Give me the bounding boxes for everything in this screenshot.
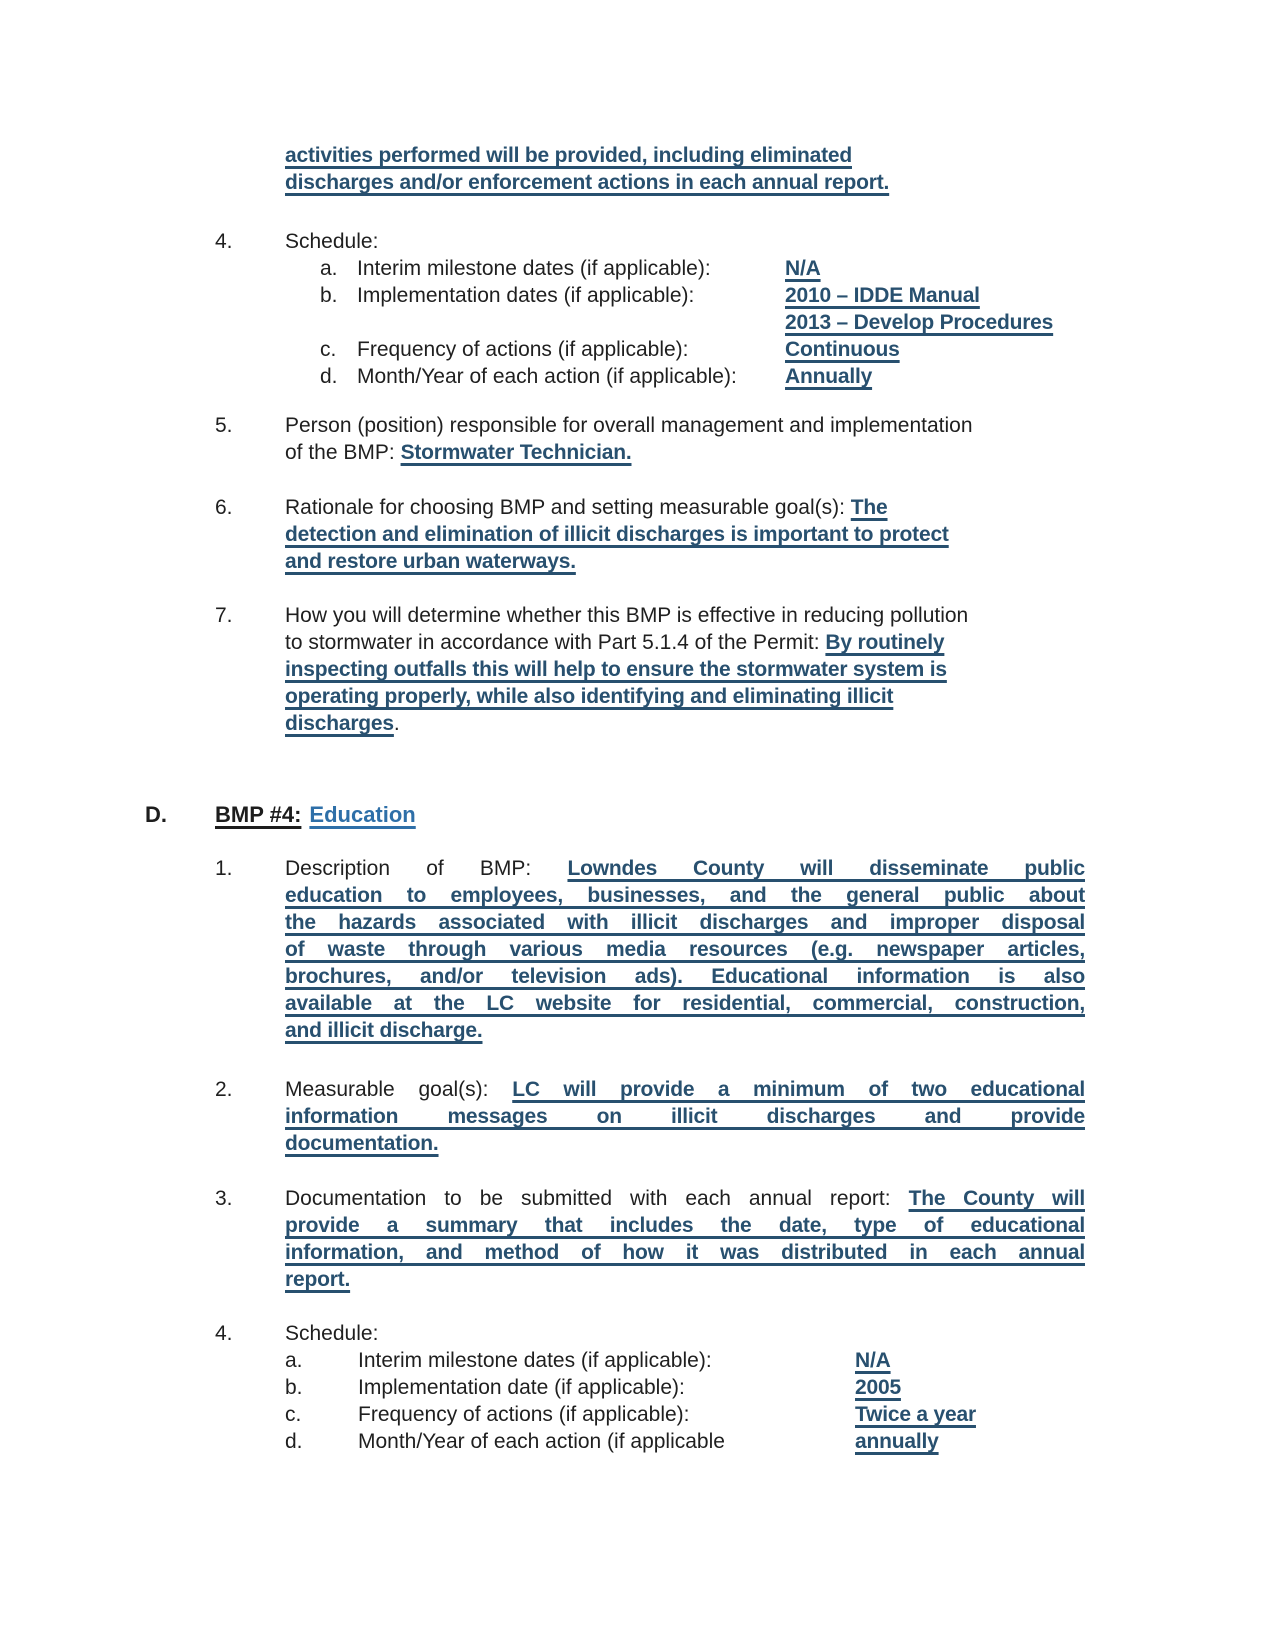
item-number: 7. (215, 604, 233, 627)
answer-text: The (850, 496, 888, 519)
answer-text: LC will provide a minimum of two educational (512, 1078, 1085, 1101)
schedule-row (285, 1401, 1085, 1428)
answer-text: the hazards associated with illicit discharges and improper disposal (285, 911, 1085, 934)
row-letter: b. (320, 284, 338, 307)
question-text: . (393, 712, 400, 735)
answer-text: discharges (285, 712, 394, 735)
answer-text: information, and method of how it was distributed in each annual (285, 1241, 1085, 1264)
answer-text: report. (285, 1268, 351, 1291)
schedule-row (285, 255, 1085, 282)
section-item-rationale (215, 494, 1275, 575)
heading-title-blue: Education (309, 802, 416, 827)
schedule-heading: Schedule: (285, 1322, 379, 1345)
schedule-row (285, 1428, 1085, 1455)
row-letter: d. (320, 365, 338, 388)
answer-text: discharges and/or enforcement actions in each annual report. (285, 171, 890, 194)
heading-title (215, 801, 416, 829)
answer-text: and restore urban waterways. (285, 550, 576, 573)
answer-text: education to employees, businesses, and the general public about (285, 884, 1085, 907)
section-item-schedule-2 (215, 1320, 1275, 1455)
item-number: 6. (215, 496, 233, 519)
question-text: How you will determine whether this BMP is effective in reducing pollution (285, 604, 969, 627)
answer-text: inspecting outfalls this will help to ensure the stormwater system is (285, 658, 947, 681)
schedule-row (285, 336, 1085, 363)
row-value: 2005 (855, 1376, 901, 1399)
answer-text: available at the LC website for residential, commercial, construction, (285, 992, 1085, 1015)
schedule-row (285, 363, 1085, 390)
answer-text: Stormwater Technician. (400, 441, 632, 464)
row-label: Interim milestone dates (if applicable): (358, 1349, 712, 1372)
schedule-row (285, 1374, 1085, 1401)
question-text: Measurable goal(s): (285, 1078, 513, 1101)
answer-text: operating properly, while also identifying and eliminating illicit (285, 685, 894, 708)
row-label: Frequency of actions (if applicable): (357, 338, 689, 361)
row-label: Implementation dates (if applicable): (357, 284, 695, 307)
row-value: N/A (855, 1349, 891, 1372)
question-text: to stormwater in accordance with Part 5.1.4 of the Permit: (285, 631, 826, 654)
answer-text: provide a summary that includes the date, type of educational (285, 1214, 1085, 1237)
bmp-heading (145, 801, 1275, 829)
section-item-documentation (215, 1185, 1275, 1293)
row-letter: a. (320, 257, 338, 280)
section-item-effectiveness (215, 602, 1275, 737)
item-number: 1. (215, 857, 233, 880)
section-item-measurable-goals (215, 1076, 1275, 1157)
row-letter: a. (285, 1349, 303, 1372)
item-number: 3. (215, 1187, 233, 1210)
section-item-schedule-1 (215, 228, 1275, 390)
question-text: Rationale for choosing BMP and setting measurable goal(s): (285, 496, 851, 519)
row-label: Implementation date (if applicable): (358, 1376, 685, 1399)
question-text: of the BMP: (285, 441, 401, 464)
schedule-row (285, 1347, 1085, 1374)
row-value: 2013 – Develop Procedures (785, 311, 1054, 334)
answer-text: The County will (908, 1187, 1085, 1210)
answer-text: activities performed will be provided, including eliminated (285, 144, 852, 167)
row-letter: c. (285, 1403, 302, 1426)
heading-title-black: BMP #4: (215, 802, 302, 827)
row-value: 2010 – IDDE Manual (785, 284, 980, 307)
answer-text: documentation. (285, 1132, 439, 1155)
question-text: Person (position) responsible for overall management and implementation (285, 414, 973, 437)
continuation-paragraph (285, 142, 1045, 196)
answer-text: and illicit discharge. (285, 1019, 483, 1042)
item-number: 5. (215, 414, 233, 437)
answer-text: information messages on illicit discharges and provide (285, 1105, 1085, 1128)
heading-letter: D. (145, 802, 167, 827)
schedule-row (285, 282, 1085, 336)
row-value: annually (855, 1430, 939, 1453)
item-number: 4. (215, 230, 233, 253)
answer-text: of waste through various media resources (e.g. newspaper articles, (285, 938, 1085, 961)
question-text: Description of BMP: (285, 857, 568, 880)
answer-text: brochures, and/or television ads). Educational information is also (285, 965, 1085, 988)
row-letter: b. (285, 1376, 303, 1399)
item-number: 2. (215, 1078, 233, 1101)
row-value: Continuous (785, 338, 900, 361)
section-item-responsible (215, 412, 1275, 466)
row-label: Interim milestone dates (if applicable): (357, 257, 711, 280)
row-value: Twice a year (855, 1403, 976, 1426)
row-label: Month/Year of each action (if applicable): (357, 365, 737, 388)
item-number: 4. (215, 1322, 233, 1345)
answer-text: Lowndes County will disseminate public (567, 857, 1085, 880)
row-letter: c. (320, 338, 337, 361)
answer-text: By routinely (825, 631, 945, 654)
row-value: N/A (785, 257, 821, 280)
row-letter: d. (285, 1430, 303, 1453)
row-label: Frequency of actions (if applicable): (358, 1403, 690, 1426)
answer-text: detection and elimination of illicit discharges is important to protect (285, 523, 949, 546)
question-text: Documentation to be submitted with each annual report: (285, 1187, 909, 1210)
row-label: Month/Year of each action (if applicable (358, 1430, 725, 1453)
row-value: Annually (785, 365, 873, 388)
schedule-heading: Schedule: (285, 230, 379, 253)
section-item-description (215, 855, 1275, 1044)
